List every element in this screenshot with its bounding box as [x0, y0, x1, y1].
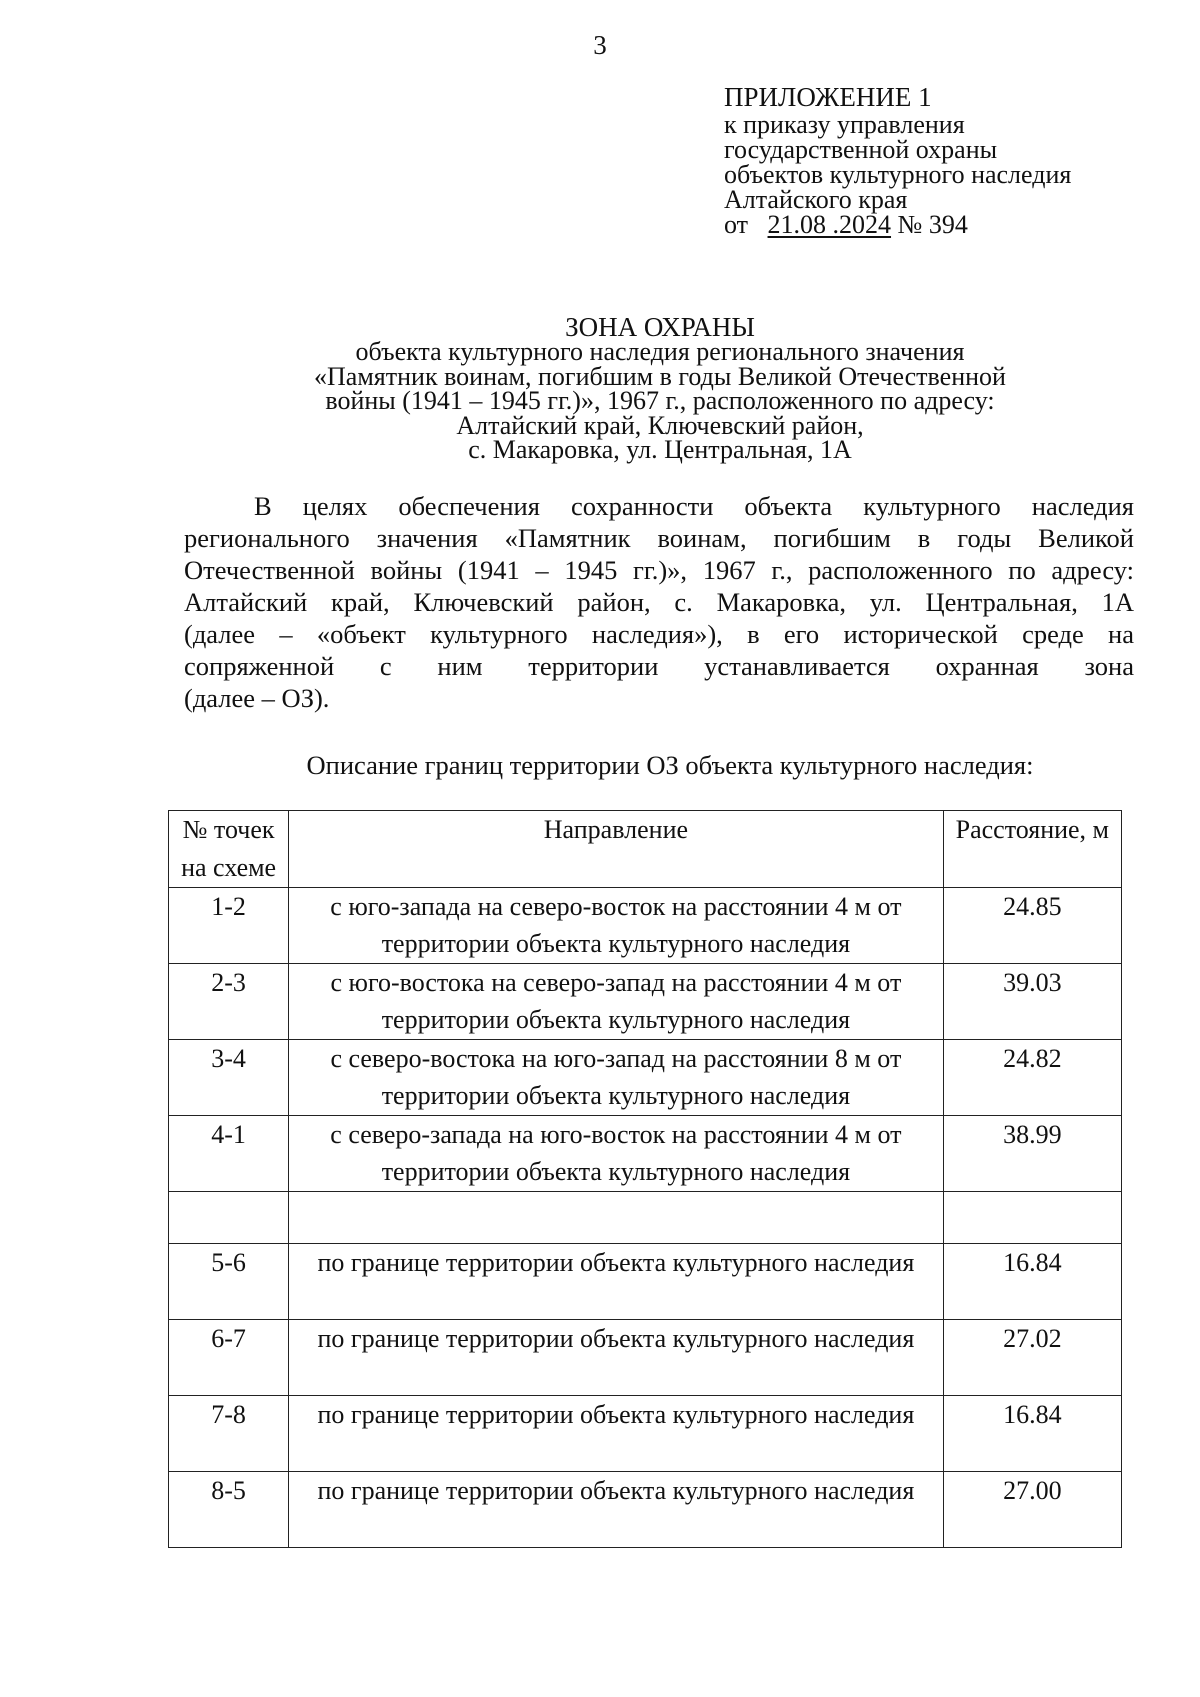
- cell-points: 4-1: [169, 1116, 289, 1192]
- zone-title: ЗОНА ОХРАНЫ: [565, 312, 755, 342]
- appendix-line: государственной охраны: [724, 135, 998, 164]
- appendix-line: к приказу управления: [724, 110, 965, 139]
- body-line: Отечественной войны (1941 – 1945 гг.)», 1967 г., расположенного по адресу:: [184, 555, 1134, 585]
- body-line: Алтайский край, Ключевский район, с. Макаровка, ул. Центральная, 1А: [184, 587, 1134, 617]
- table-row: [169, 1244, 1122, 1320]
- order-date: 21.08 .2024: [767, 210, 892, 239]
- appendix-title: ПРИЛОЖЕНИЕ 1: [724, 82, 932, 112]
- boundary-table: [168, 810, 1122, 1548]
- cell-direction: с юго-востока на северо-запад на расстоянии 4 м от территории объекта культурного наследия: [289, 964, 943, 1040]
- body-line: сопряженной с ним территории устанавливается охранная зона: [184, 651, 1134, 681]
- body-line: (далее – «объект культурного наследия»), в его исторической среде на: [184, 619, 1134, 649]
- cell-direction: [289, 1192, 943, 1244]
- cell-distance: 24.85: [943, 888, 1121, 964]
- cell-distance: 39.03: [943, 964, 1121, 1040]
- appendix-line: Алтайского края: [724, 185, 908, 214]
- zone-subtitle-line: с. Макаровка, ул. Центральная, 1А: [468, 435, 852, 465]
- cell-points: 5-6: [169, 1244, 289, 1320]
- cell-points: 3-4: [169, 1040, 289, 1116]
- zone-subtitle-line: «Памятник воинам, погибшим в годы Великой Отечественной: [314, 361, 1006, 391]
- table-header-row: [169, 811, 1122, 888]
- zone-subtitle-line: Алтайский край, Ключевский район,: [456, 410, 864, 440]
- table-row: [169, 1040, 1122, 1116]
- page-number: 3: [593, 30, 607, 60]
- table-row: [169, 1396, 1122, 1472]
- zone-subtitle-line: войны (1941 – 1945 гг.)», 1967 г., расположенного по адресу:: [325, 386, 995, 416]
- table-row: [169, 1116, 1122, 1192]
- header-distance: Расстояние, м: [943, 811, 1121, 888]
- cell-direction: с северо-запада на юго-восток на расстоянии 4 м от территории объекта культурного наследия: [289, 1116, 943, 1192]
- cell-direction: с северо-востока на юго-запад на расстоянии 8 м от территории объекта культурного наследия: [289, 1040, 943, 1116]
- order-date-prefix: от: [724, 210, 749, 239]
- cell-distance: [943, 1192, 1121, 1244]
- zone-subtitle: [250, 337, 1070, 465]
- cell-direction: по границе территории объекта культурного наследия: [289, 1244, 943, 1320]
- cell-points: 1-2: [169, 888, 289, 964]
- cell-points: 6-7: [169, 1320, 289, 1396]
- cell-direction: с юго-запада на северо-восток на расстоянии 4 м от территории объекта культурного наследия: [289, 888, 943, 964]
- table-row: [169, 964, 1122, 1040]
- body-line: (далее – ОЗ).: [184, 683, 330, 713]
- order-number: № 394: [897, 210, 968, 239]
- order-date-line: [724, 212, 1071, 237]
- cell-distance: 27.00: [943, 1472, 1121, 1548]
- cell-direction: по границе территории объекта культурного наследия: [289, 1320, 943, 1396]
- table-caption: Описание границ территории ОЗ объекта культурного наследия:: [306, 750, 1034, 780]
- body-line: В целях обеспечения сохранности объекта культурного наследия: [254, 491, 1134, 521]
- table-row: [169, 1320, 1122, 1396]
- cell-points: 8-5: [169, 1472, 289, 1548]
- cell-direction: по границе территории объекта культурного наследия: [289, 1396, 943, 1472]
- table-row: [169, 888, 1122, 964]
- header-direction: Направление: [289, 811, 943, 888]
- cell-points: [169, 1192, 289, 1244]
- cell-points: 7-8: [169, 1396, 289, 1472]
- cell-direction: по границе территории объекта культурного наследия: [289, 1472, 943, 1548]
- cell-distance: 38.99: [943, 1116, 1121, 1192]
- cell-distance: 16.84: [943, 1396, 1121, 1472]
- cell-distance: 24.82: [943, 1040, 1121, 1116]
- cell-points: 2-3: [169, 964, 289, 1040]
- appendix-line: объектов культурного наследия: [724, 160, 1072, 189]
- table-row: [169, 1472, 1122, 1548]
- zone-subtitle-line: объекта культурного наследия регионального значения: [355, 337, 965, 366]
- appendix-block: [724, 82, 1071, 237]
- body-line: регионального значения «Памятник воинам, погибшим в годы Великой: [184, 523, 1134, 553]
- cell-distance: 16.84: [943, 1244, 1121, 1320]
- cell-distance: 27.02: [943, 1320, 1121, 1396]
- header-points: № точек на схеме: [169, 811, 289, 888]
- table-row-empty: [169, 1192, 1122, 1244]
- body-paragraph: [184, 490, 1134, 714]
